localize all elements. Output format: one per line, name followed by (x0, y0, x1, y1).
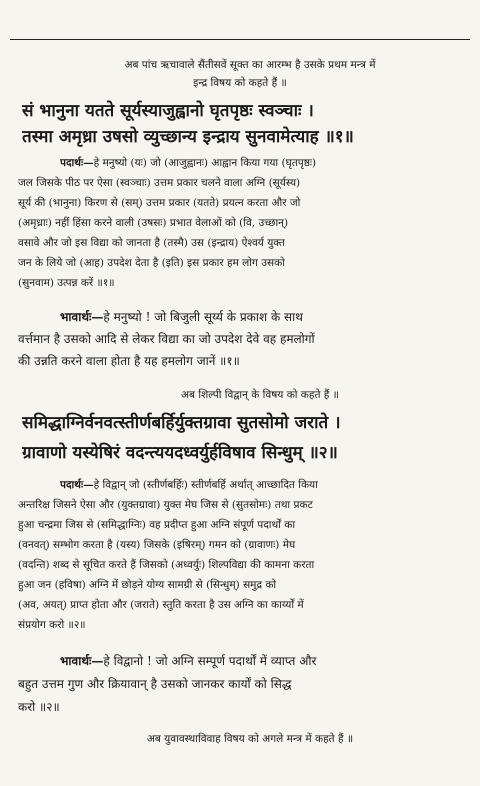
bhavartha-label: भावार्थः— (60, 310, 104, 324)
bhavartha-text: हे मनुष्यो ! जो बिजुली सूर्य्य के प्रकाश के साथ (103, 310, 303, 324)
header-rule (10, 39, 470, 40)
padartha-line: (अव, अयत्) प्राप्त होता और (जराते) स्तुति करता है उस अग्नि का कार्य्यों में (18, 599, 304, 611)
bhavartha-line: वर्त्तमान है उसको आदि से लेकर विद्या का जो उपदेश देवे वह हमलोगों (18, 332, 315, 346)
padartha-line: (सुनवाम) उत्पन्न करें ॥१॥ (18, 277, 115, 289)
padartha-line (60, 156, 470, 170)
bhavartha-line: करो ॥२॥ (18, 700, 60, 714)
padartha-line: (वदन्ति) शब्द से सूचित करते हैं जिसको (अध्वर्युः) शिल्पविद्या की कामना करता (18, 559, 315, 571)
bhavartha-label: भावार्थः— (60, 654, 104, 668)
padartha-line: हुआ चन्द्रमा जिस से (समिद्धाग्निः) वह प्रदीप्त हुआ अग्नि संपूर्ण पदार्थों का (18, 519, 296, 531)
padartha-line: (वनवत्) सम्भोग करता है (यस्य) जिसके (इषिरम्) गमन को (ग्रावाणः) मेघ (18, 539, 296, 551)
bhavartha-line: की उन्नति करने वाला होता है यह हमलोग जानें ॥१॥ (18, 354, 240, 368)
bhavartha-line: बहुत उत्तम गुण और क्रियावान् है उसको जानकर कार्यों को सिद्ध (18, 677, 292, 691)
mantra-line: समिद्धाग्निर्वनवत्स्तीर्णबर्हिर्युक्तग्रावा सुतसोमो जराते । (22, 413, 341, 433)
intro-line: अब युवावस्थाविवाह विषय को अगले मन्त्र में कहते हैं ॥ (146, 733, 354, 745)
bhavartha-line (60, 652, 470, 669)
padartha-line: (अमृध्राः) नहीं हिंसा करने वाली (उषसः) प्रभात वेलाओं को (वि, उच्छान्) (18, 217, 289, 229)
mantra-line: तस्मा अमृध्रा उषसो व्युच्छान्य इन्द्राय सुनवामेत्याह ॥१॥ (22, 127, 354, 147)
padartha-line: वसावे और जो इस विद्या को जानता है (तस्मै) उस (इन्द्राय) ऐश्वर्य युक्त (18, 237, 285, 249)
padartha-line: अन्तरिक्ष जिसने ऐसा और (युक्तग्रावा) युक्त मेघ जिस से (सुतसोमः) तथा प्रकट (18, 499, 313, 511)
intro-line: इन्द्र विषय को कहते हैं ॥ (193, 77, 287, 89)
padartha-text: हे विद्वान् जो (स्तीर्णबर्हिः) स्तीर्णबर्हि अर्थात् आच्छादित किया (93, 479, 318, 491)
mantra-line: सं भानुना यतते सूर्यस्याजुह्वानो घृतपृष्ठः स्वञ्चाः । (22, 101, 314, 121)
padartha-text: हे मनुष्यो (यः) जो (आजुह्वानः) आह्वान किया गया (घृतपृष्ठः) (93, 157, 317, 169)
padartha-line: संप्रयोग करो ॥२॥ (18, 619, 86, 631)
padartha-label: पदार्थः— (60, 157, 94, 169)
padartha-line: सूर्य की (भानुना) किरण से (सम्) उत्तम प्रकार (यतते) प्रयत्न करता और जो (18, 197, 301, 209)
intro-line: अब शिल्पी विद्वान् के विषय को कहते हैं ॥ (181, 389, 339, 401)
bhavartha-text: हे विद्वानो ! जो अग्नि सम्पूर्ण पदार्थों में व्याप्त और (103, 654, 317, 668)
bhavartha-line (60, 308, 470, 325)
padartha-line: हुआ जन (हविषा) अग्नि में छोड़ने योग्य सामग्री से (सिन्धुम्) समुद्र को (18, 579, 277, 591)
padartha-line: जल जिसके पीठ पर ऐसा (स्वञ्चाः) उत्तम प्रकार चलने वाला अग्नि (सूर्यस्य) (18, 177, 301, 189)
padartha-line (60, 478, 470, 492)
padartha-label: पदार्थः— (60, 479, 94, 491)
padartha-line: जन के लिये जो (आह) उपदेश देता है (इति) इस प्रकार हम लोग उसको (18, 257, 285, 269)
mantra-line: ग्रावाणो यस्येषिरं वदन्त्ययदध्वर्युर्हविषाव सिन्धुम् ॥२॥ (22, 443, 338, 463)
intro-line: अब पांच ऋचावाले सैंतीसवें सूक्त का आरम्भ है उसके प्रथम मन्त्र में (124, 59, 376, 71)
